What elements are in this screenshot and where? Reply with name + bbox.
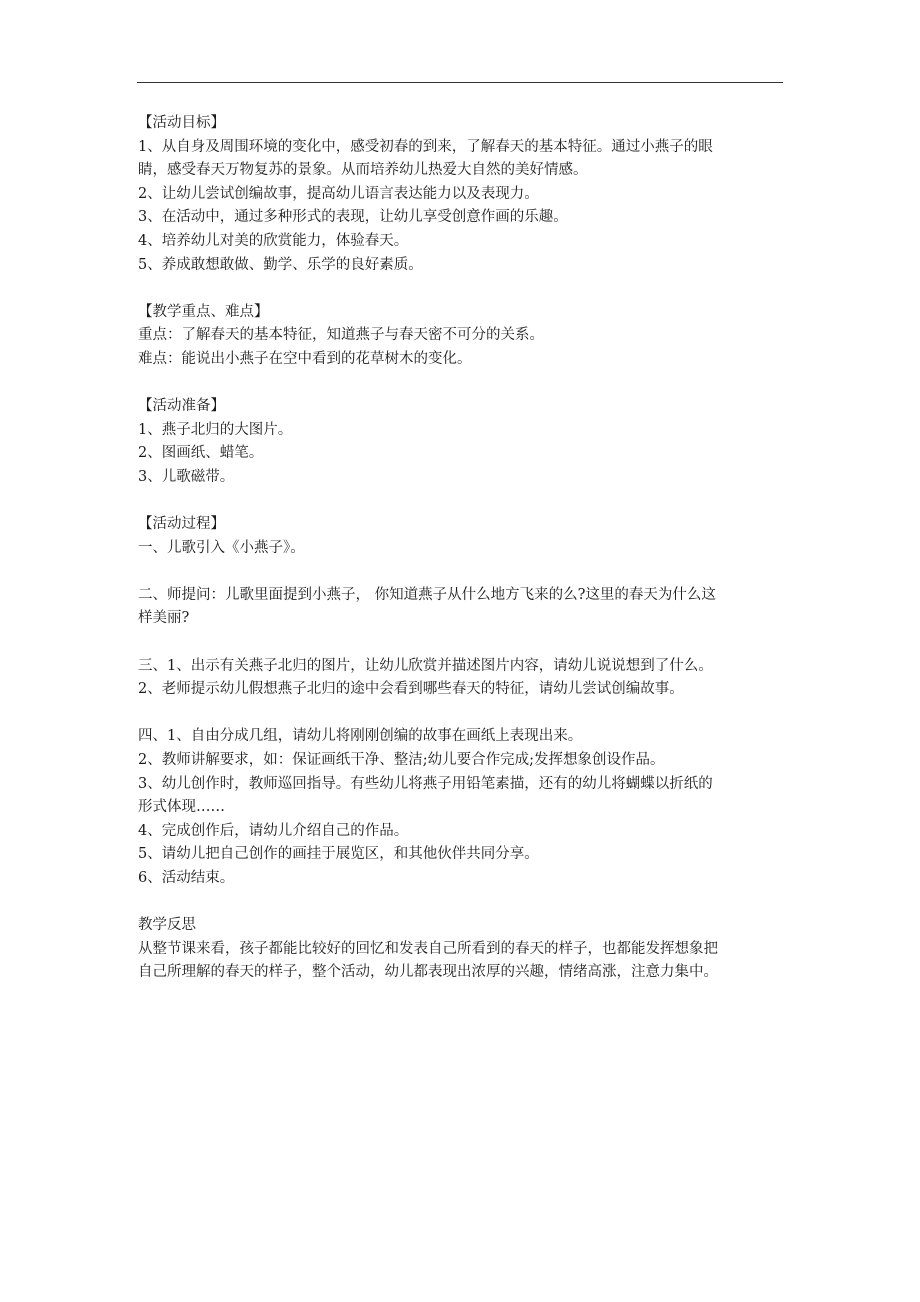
section-heading-process: 【活动过程】 <box>138 516 225 533</box>
section-heading-key-points: 【教学重点、难点】 <box>138 303 269 320</box>
process-line: 5、请幼儿把自己创作的画挂于展览区，和其他伙伴共同分享。 <box>138 846 539 863</box>
section-heading-reflection: 教学反思 <box>138 917 196 934</box>
process-line: 三、1、出示有关燕子北归的图片，让幼儿欣赏并描述图片内容，请幼儿说说想到了什么。 <box>138 657 713 674</box>
preparation-line: 1、燕子北归的大图片。 <box>138 421 293 438</box>
process-line: 2、老师提示幼儿假想燕子北归的途中会看到哪些春天的特征，请幼儿尝试创编故事。 <box>138 681 684 698</box>
spacer <box>138 372 798 396</box>
process-line: 四、1、自由分成几组，请幼儿将刚刚创编的故事在画纸上表现出来。 <box>138 728 583 745</box>
key-point-line: 难点：能说出小燕子在空中看到的花草树木的变化。 <box>138 350 472 367</box>
document-body <box>138 112 798 985</box>
header-rule <box>137 82 783 83</box>
spacer <box>138 560 798 584</box>
spacer <box>138 702 798 726</box>
goal-line: 3、在活动中，通过多种形式的表现，让幼儿享受创意作画的乐趣。 <box>138 209 568 226</box>
process-line: 样美丽? <box>138 610 190 627</box>
goal-line: 4、培养幼儿对美的欣赏能力，体验春天。 <box>138 232 409 249</box>
reflection-line: 自己所理解的春天的样子，整个活动，幼儿都表现出浓厚的兴趣，情绪高涨，注意力集中。 <box>138 964 718 981</box>
section-heading-preparation: 【活动准备】 <box>138 398 225 415</box>
process-line: 2、教师讲解要求，如：保证画纸干净、整洁;幼儿要合作完成;发挥想象创设作品。 <box>138 752 665 769</box>
key-point-line: 重点：了解春天的基本特征，知道燕子与春天密不可分的关系。 <box>138 327 544 344</box>
process-line: 一、儿歌引入《小燕子》。 <box>138 539 305 556</box>
goal-line: 1、从自身及周围环境的变化中，感受初春的到来，了解春天的基本特征。通过小燕子的眼 <box>138 138 713 155</box>
preparation-line: 2、图画纸、蜡笔。 <box>138 445 264 462</box>
spacer <box>138 277 798 301</box>
section-heading-goals: 【活动目标】 <box>138 115 225 131</box>
spacer <box>138 891 798 915</box>
process-line: 3、幼儿创作时，教师巡回指导。有些幼儿将燕子用铅笔素描，还有的幼儿将蝴蝶以折纸的 <box>138 775 713 792</box>
process-line: 形式体现…… <box>138 799 225 816</box>
process-line: 6、活动结束。 <box>138 870 235 886</box>
process-line: 4、完成创作后，请幼儿介绍自己的作品。 <box>138 822 409 839</box>
reflection-line: 从整节课来看，孩子都能比较好的回忆和发表自己所看到的春天的样子，也都能发挥想象把 <box>138 940 718 957</box>
goal-line: 睛，感受春天万物复苏的景象。从而培养幼儿热爱大自然的美好情感。 <box>138 162 588 179</box>
process-line: 二、师提问：儿歌里面提到小燕子， 你知道燕子从什么地方飞来的么?这里的春天为什么这 <box>138 586 716 603</box>
spacer <box>138 631 798 655</box>
spacer <box>138 490 798 514</box>
preparation-line: 3、儿歌磁带。 <box>138 468 235 485</box>
goal-line: 2、让幼儿尝试创编故事，提高幼儿语言表达能力以及表现力。 <box>138 185 539 202</box>
goal-line: 5、养成敢想敢做、勤学、乐学的良好素质。 <box>138 256 423 273</box>
